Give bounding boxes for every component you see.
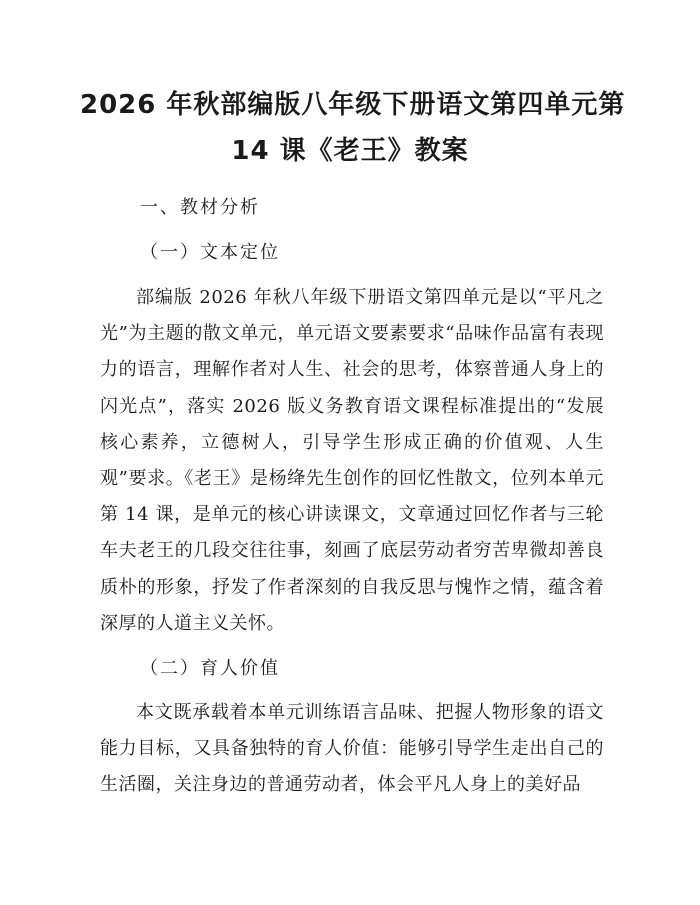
section-heading-textbook-analysis: 一、教材分析 [140,197,260,218]
document-title-line-2: 14 课《老王》教案 [231,136,469,166]
paragraph-text-positioning: 部编版 2026 年秋八年级下册语文第四单元是以“平凡之光”为主题的散文单元，单元语文要素要求“品味作品富有表现力的语言，理解作者对人生、社会的思考，体察普通人身上的闪光点”，落实 2026 版义务教育语文课程标准提出的“发展核心素养，立德树人，引导学生形成正确的价值观、人生观”要求。《老王》是杨绛先生创作的回忆性散文，位列本单元第 14 课，是单元的核心讲读课文，文章通过回忆作者与三轮车夫老王的几段交往往事，刻画了底层劳动者穷苦卑微却善良质朴的形象，抒发了作者深刻的自我反思与愧怍之情，蕴含着深厚的人道主义关怀。 [100,287,604,634]
subsection-heading-text-positioning: （一）文本定位 [140,242,280,263]
document-title-line-1: 2026 年秋部编版八年级下册语文第四单元第 [80,90,626,120]
subsection-heading-educational-value: （二）育人价值 [140,658,280,679]
paragraph-educational-value: 本文既承载着本单元训练语言品味、把握人物形象的语文能力目标，又具备独特的育人价值：能够引导学生走出自己的生活圈，关注身边的普通劳动者，体会平凡人身上的美好品 [100,702,604,796]
